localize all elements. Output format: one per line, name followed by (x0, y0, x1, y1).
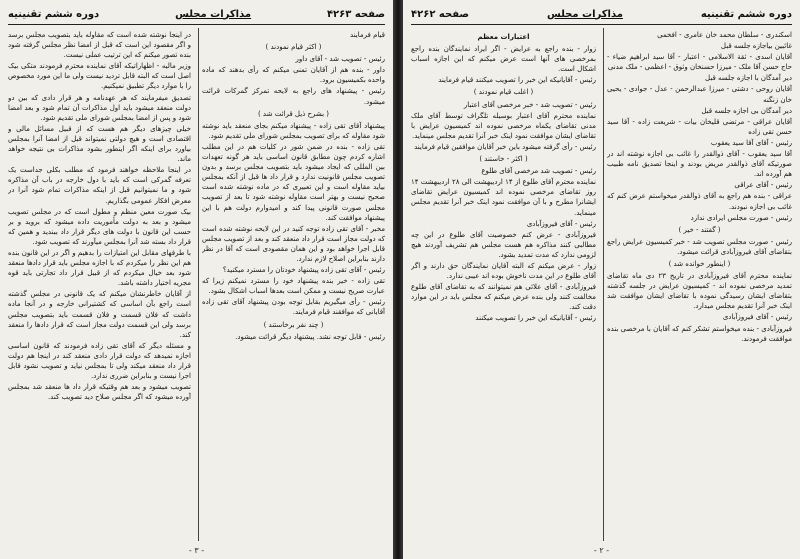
paragraph: زوار - بنده راجع به عرایض - اگر ایراد نمایندگان بنده راجع بمرخصی های آنها است عرض میکنم که این اجازه اسباب اشکال است. (411, 45, 596, 74)
paragraph: رئیس - پیشنهاد های راجع به لایحه تمرکز گمرکات قرائت میشود. (202, 87, 385, 106)
paragraph: فیروزآبادی - بنده میخواستم تشکر کنم که آقایان با مرخصی بنده موافقت فرمودند. (607, 324, 792, 343)
paragraph: رئیس - آقای فیروزآبادی (526, 219, 596, 228)
right-page-number: صفحه ۴۲۶۲ (411, 8, 470, 20)
right-header-rule (411, 24, 792, 25)
left-header-rule (8, 24, 385, 25)
paragraph: رئیس - آقای فیروزآبادی (722, 313, 792, 322)
right-col-a (607, 30, 792, 541)
paragraph: از آقایان خاطرنشان میکنم که یک قانونی در مجلس گذشته است راجع بآن اساسی که کشتیرانی خارجه و در آنجا ماده داشت که فلان قسمت و فلان قسمت باید بتصویب مجلس برسد ولی این قسمت دولت مجاز است که قرار دادها را منعقد کند. (8, 290, 191, 339)
vote-note: ( اکثر قیام نمودند ) (265, 43, 322, 52)
paragraph: اسکندری - سلطان محمد خان عامری - افخمی (657, 31, 792, 39)
paragraph: فیروزآبادی - عرض کنم خصوصیت آقای طلوع در این چه مطالبی کنند مذاکره هم هست مجلس هم تشریف آوردند هیچ لزومی ندارد که مدت تمدید بشود. (411, 230, 596, 259)
vote-note: ( اینطور خوانده شد ) (668, 259, 731, 268)
left-col-a (202, 30, 385, 541)
paragraph: رئیس - آقای عراقی (734, 181, 792, 190)
paragraph: با طرفهای مقابل این امتیازات را بدهیم و اگر در این قانون بنده هم این نظر را میکردم که با اجازه مجلس باید قرار دادها منعقد شود بعد خیال میکردم که از قبیل قرار داد تجارتی باید قوه مجریه اختیار داشته باشد. (8, 248, 191, 288)
right-page (403, 0, 800, 559)
right-page-title: مذاکرات مجلس (546, 8, 623, 20)
paragraph: بیک صورت معین منظم و مطول است که در مجلس تصویب میشود و بعد به دولت مأموریت داده میشود که بروید و بر حسب این قانون با دولت های دیگر قرار داد ببندید و همین که قرار داد بسته شد آنرا بمجلس میآورند که تصویب شود. (8, 207, 191, 246)
paragraph: تقی زاده - بنده در ضمن شور در کلیات هم در این مطلب اشاره کردم چون مطابق قانون اساسی باید هر گونه تعهدات بین المللی که ایجاد میشود باید بتصویب مجلس برسد و بدون تصویب مجلس قانونیت ندارد و قرار داد ها قبل از آنکه بمجلس بیاید مقاوله است و این تعبیری که در ماده نوشته شده است صحیح نیست و بهتر است مقاوله نوشته شود تا بعد از تصویب مجلس صورت قانونی پیدا کند و امیدوارم دولت هم با این پیشنهاد موافقت کند. (202, 142, 385, 222)
paragraph: فیروزآبادی - آقای علائی هم نمیتوانند که به تقاضای آقای طلوع مخالفت کنند ولی بنده عرض میکنم که مجلس باید در این موارد دقت کند. (411, 283, 596, 312)
right-page-header (411, 6, 792, 22)
paragraph: قیام فرمایند (350, 31, 385, 39)
left-page-session: دوره ششم تقنینیه (8, 8, 100, 20)
paragraph: رئیس - تصویب شد - خبر مرخصی آقای اعتبار (463, 100, 596, 109)
paragraph: مخبر - آقای تقی زاده توجه کنید در این لایحه نوشته شده است که دولت مجاز است قرار داد منعقد کند و بعد از تصویب مجلس قابل اجرا خواهد بود و این همان مقصودی است که آقا در نظر دارند بنابراین اصلاح لازم ندارد. (202, 224, 385, 263)
left-page-title: مذاکرات مجلس (175, 8, 252, 20)
paragraph: و مسئله دیگر که آقای تقی زاده فرمودند که قانون اساسی اجازه نمیدهد که دولت قرار دادی منعقد کند در اینجا هم دولت قرار داد منعقد میکند ولی تا بمجلس نیاید و تصویب نشود قابل اجرا نیست و بنابراین ضرری ندارد. (8, 341, 191, 381)
paragraph: رئیس - رأی میگیریم بقابل توجه بودن پیشنهاد آقای تقی زاده آقایانی که موافقند قیام فرمایند. (202, 298, 385, 317)
paragraph: عراقی - بنده هم راجع به آقای ذوالقدر میخواستم عرض کنم که غائب بی اجازه نبودند. (607, 192, 792, 211)
vote-note: ( گفتند - خیر ) (678, 225, 721, 234)
paragraph: زوار - عرض میکنم که البته آقایان نمایندگان حق دارند و اگر آقای طلوع در این مدت ناخوش بوده اند عیبی ندارد. (411, 261, 596, 281)
paragraph: نماینده محترم آقای فیروزآبادی در تاریخ ۲۳ دی ماه تقاضای تمدید مرخصی نموده اند - کمیسیون عرایض در جلسه گذشته بتقاضای ایشان رسیدگی نموده با تقاضای ایشان موافقت شد اینک خبر آنرا تقدیم مجلس میدارد. (607, 272, 792, 311)
paragraph: دیر آمدگان بی اجازه جلسه قبل (701, 106, 792, 115)
vote-note: ( چند نفر برخاستند ) (263, 320, 324, 329)
paragraph: غائبین بیاجازه جلسه قبل (720, 42, 792, 51)
paragraph: نماینده محترم آقای طلوع از ۱۴ اردیبهشت الی ۲۸ اردیبهشت ۱۴ روز تقاضای مرخصی نموده اند کمیسیون عرایض تقاضای ایشانرا مطرح و با آن موافقت نمود اینک خبر آنرا تقدیم مجلس مینماید. (411, 178, 596, 217)
paragraph: تقی زاده - خیر بنده پیشنهاد خود را مسترد نمیکنم زیرا که عبارت صریح نیست و ممکن است بعدها اسباب اشکال بشود. (202, 277, 385, 296)
paragraph: رئیس - آقایانیکه این خبر را تصویب میکنند قیام فرمایند (438, 76, 596, 85)
paragraph: آقایان اسدی - ثقة الاسلامی - اعتبار - آقا سید ابراهیم ضیاء - حاج حسن آقا ملک - میرزا حسنخان وثوق - اعظمی - ملک مدنی (607, 53, 792, 72)
left-page (0, 0, 393, 559)
paragraph: رئیس - آقای تقی زاده پیشنهاد خودتان را مسترد میکنید؟ (222, 266, 385, 275)
paragraph: رئیس - تصویب شد مرخصی آقای طلوع (481, 167, 596, 176)
section-heading: اعتبارات معظم (477, 33, 530, 41)
book-gutter (393, 0, 403, 559)
paragraph: در اینجا نوشته شده است که مقاوله باید بتصویب مجلس برسد و اگر مقصود این است که قبل از امضا نظر مجلس گرفته شود بنده تصور میکنم که این ترتیب عملی نیست. (8, 31, 191, 60)
paragraph: رئیس - آقای آقا سید یعقوب (710, 138, 792, 147)
left-page-footer: - ۳ - (188, 546, 205, 555)
paragraph: در اینجا ملاحظه خواهند فرمود که مطلب بکلی جداست یک تعرفه گمرکی است که باید با دول خارجه در باب آن مذاکره شود و ما نمیتوانیم قبل از اینکه مذاکرات تمام شود آنرا در معرض افکار عمومی بگذاریم. (8, 166, 191, 205)
paragraph: نماینده محترم آقای اعتبار بوسیله تلگراف توسط آقای ملک مدنی تقاضای یکماه مرخصی نموده اند کمیسیون عرایض با تقاضای ایشان موافقت نمود اینک خبر آنرا تقدیم مجلس مینماید. (411, 111, 596, 140)
paragraph: رئیس - صورت مجلس ایرادی ندارد (690, 213, 792, 222)
paragraph: خیلی چیزهای دیگر هم هست که از قبیل مسائل مالی و اقتصادی است و هیچ دولتی نمیتواند قبل از امضا آنرا بمجلس بیاورد برای اینکه اگر اینطور بشود مذاکرات بی نتیجه خواهد ماند. (8, 124, 191, 164)
right-page-session: دوره ششم تقنینیه (700, 8, 792, 20)
right-column-divider (603, 28, 604, 541)
paragraph: رئیس - صورت مجلس تصویب شد - خبر کمیسیون عرایض راجع بتقاضای آقای فیروزآبادی قرائت میشود. (607, 237, 792, 256)
vote-note: ( بشرح ذیل قرائت شد ) (257, 109, 330, 118)
paragraph: رئیس - تصویب شد - آقای داور (295, 55, 385, 64)
paragraph: وزیر مالیه - اظهاراتیکه آقای نماینده محترم فرمودند متکی بیک اصل است که البته قابل تردید نیست ولی ما این مورد مخصوص را با موارد دیگر تطبیق نمیکنیم. (8, 62, 191, 91)
paragraph: تصویب میشود و بعد هم وقتیکه قرار داد ها منعقد شد بمجلس آورده میشود که اگر مجلس صلاح دید تصویب کند. (8, 383, 191, 402)
paragraph: رئیس - قابل توجه نشد. پیشنهاد دیگر قرائت میشود. (235, 332, 385, 341)
vote-note: ( اکثر - خاستند ) (479, 155, 528, 164)
vote-note: ( اغلب قیام نمودند ) (473, 88, 534, 97)
paragraph: رئیس - رأی گرفته میشود باین خبر آقایان موافقین قیام فرمایند (414, 142, 596, 151)
paragraph: داور - بنده هم از آقایان تمنی میکنم که رأی بدهند که ماده واحده بکمیسیون برود. (202, 66, 385, 85)
left-page-header (8, 6, 385, 22)
right-page-footer: - ۲ - (593, 546, 610, 555)
paragraph: پیشنهاد آقای تقی زاده - پیشنهاد میکنم بجای منعقد باید نوشته شود مقاوله که برای تصویب بمجلس شورای ملی تقدیم شود. (202, 121, 385, 140)
paragraph: دیر آمدگان با اجازه جلسه قبل (705, 74, 792, 83)
left-page-number: صفحه ۴۲۶۳ (326, 8, 385, 20)
right-col-b (411, 30, 596, 541)
left-column-divider (198, 28, 199, 541)
paragraph: رئیس - آقایانیکه این خبر را تصویب میکنند (475, 314, 596, 323)
paragraph: تصدیق میفرمایند که هر عهدنامه و هر قرار دادی که بین دو دولت منعقد میشود باید اول مذاکرات آن تمام شود و بعد امضا شود و پس از امضا بمجلس شورای ملی تقدیم شود. (8, 93, 191, 122)
left-col-b (8, 30, 191, 541)
paragraph: آقا سید یعقوب - آقای ذوالقدر را غائب بی اجازه نوشته اند در صورتیکه آقای ذوالقدر مریض بودند و اینجا تصدیق نامه طبیب هم آورده اند. (607, 150, 792, 179)
paragraph: آقایان روحی - دشتی - میرزا عبدالرحمن - عدل - جوادی - یحیی خان زنگنه (607, 85, 792, 104)
paragraph: آقایان عراقی - مرتضی قلیخان بیات - شریعت زاده - آقا سید حسن تقی زاده (607, 117, 792, 136)
